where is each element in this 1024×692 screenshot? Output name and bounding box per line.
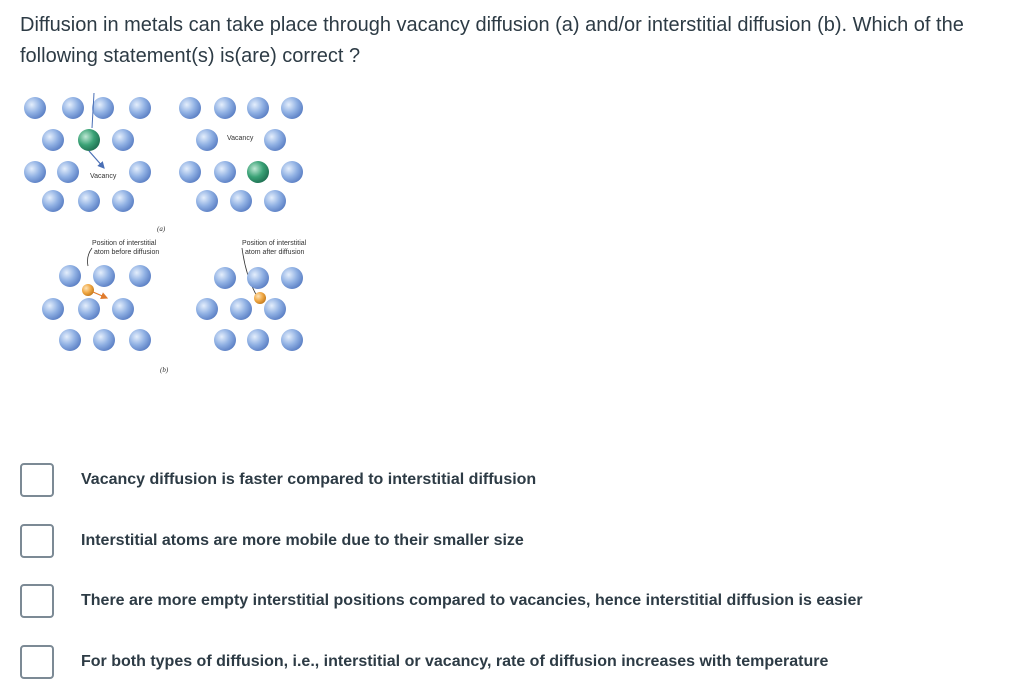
host-atom <box>247 267 269 289</box>
host-atom <box>247 329 269 351</box>
host-atom <box>281 161 303 183</box>
answer-option[interactable] <box>20 632 1010 692</box>
caption-b: (b) <box>160 366 169 374</box>
vacancy-lattice-after <box>179 97 303 212</box>
host-atom <box>112 298 134 320</box>
diffusion-figure <box>20 88 320 378</box>
host-atom <box>78 298 100 320</box>
interstitial-before-label-1: Position of interstitial <box>92 240 157 247</box>
host-atom <box>281 97 303 119</box>
host-atom <box>264 298 286 320</box>
host-atom <box>129 97 151 119</box>
answer-checkbox[interactable] <box>20 584 54 618</box>
host-atom <box>42 298 64 320</box>
diffusing-atom <box>78 129 100 151</box>
interstitial-atom <box>82 284 94 296</box>
host-atom <box>281 329 303 351</box>
answer-option[interactable] <box>20 571 1010 632</box>
interstitial-after-label-2: atom after diffusion <box>245 249 305 256</box>
answer-label: There are more empty interstitial positions compared to vacancies, hence interstitial diffusion is easier <box>81 592 863 610</box>
host-atom <box>196 129 218 151</box>
interstitial-after-label-1: Position of interstitial <box>242 240 307 247</box>
host-atom <box>112 129 134 151</box>
answer-label: For both types of diffusion, i.e., interstitial or vacancy, rate of diffusion increases with temperature <box>81 653 828 671</box>
host-atom <box>112 190 134 212</box>
host-atom <box>129 161 151 183</box>
host-atom <box>59 265 81 287</box>
host-atom <box>214 329 236 351</box>
host-atom <box>247 97 269 119</box>
diffusion-diagram <box>20 88 320 378</box>
host-atom <box>214 97 236 119</box>
host-atom <box>214 267 236 289</box>
answer-checkbox[interactable] <box>20 524 54 558</box>
host-atom <box>179 97 201 119</box>
host-atom <box>179 161 201 183</box>
interstitial-before-pointer <box>88 248 93 266</box>
host-atom <box>281 267 303 289</box>
host-atom <box>78 190 100 212</box>
host-atom <box>24 161 46 183</box>
host-atom <box>42 129 64 151</box>
host-atom <box>62 97 84 119</box>
host-atom <box>59 329 81 351</box>
caption-a: (a) <box>157 225 166 233</box>
host-atom <box>230 190 252 212</box>
host-atom <box>24 97 46 119</box>
interstitial-atom <box>254 292 266 304</box>
host-atom <box>92 97 114 119</box>
host-atom <box>93 329 115 351</box>
answer-checkbox[interactable] <box>20 463 54 497</box>
interstitial-before-label-2: atom before diffusion <box>94 249 159 256</box>
host-atom <box>129 329 151 351</box>
question-text: Diffusion in metals can take place through vacancy diffusion (a) and/or interstitial diffusion (b). Which of the following statement(s) is(are) correct ? <box>20 10 1010 72</box>
vacancy-jump-arrow <box>89 151 104 168</box>
answer-option[interactable] <box>20 450 1010 511</box>
host-atom <box>264 190 286 212</box>
answer-checkbox[interactable] <box>20 645 54 679</box>
answer-label: Vacancy diffusion is faster compared to interstitial diffusion <box>81 471 536 489</box>
vacancy-lattice-before <box>24 93 151 212</box>
interstitial-jump-arrow <box>93 292 107 298</box>
host-atom <box>42 190 64 212</box>
host-atom <box>264 129 286 151</box>
vacancy-label-after: Vacancy <box>227 135 254 142</box>
diffusing-atom <box>247 161 269 183</box>
host-atom <box>93 265 115 287</box>
host-atom <box>196 190 218 212</box>
host-atom <box>129 265 151 287</box>
answer-options <box>20 450 1010 692</box>
host-atom <box>196 298 218 320</box>
interstitial-lattice-after <box>196 240 307 351</box>
interstitial-lattice-before <box>42 240 159 351</box>
vacancy-label-before: Vacancy <box>90 173 117 180</box>
host-atom <box>57 161 79 183</box>
host-atom <box>230 298 252 320</box>
answer-label: Interstitial atoms are more mobile due to their smaller size <box>81 532 524 550</box>
answer-option[interactable] <box>20 511 1010 572</box>
host-atom <box>214 161 236 183</box>
